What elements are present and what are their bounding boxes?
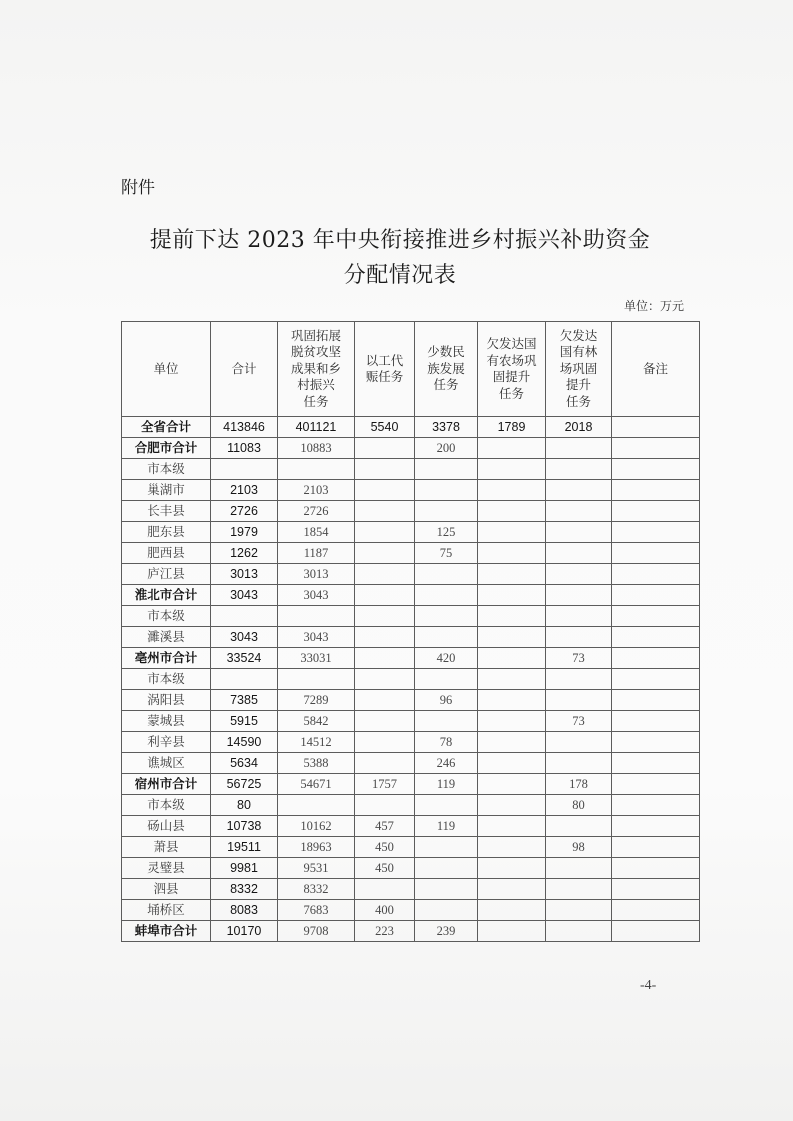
ethnic-cell xyxy=(415,606,478,627)
table-row xyxy=(122,900,700,921)
consolidate-cell: 54671 xyxy=(278,774,355,795)
work-relief-cell xyxy=(355,648,415,669)
farm-cell xyxy=(478,648,546,669)
table-row xyxy=(122,795,700,816)
work-relief-cell xyxy=(355,795,415,816)
table-row xyxy=(122,522,700,543)
total-cell: 8332 xyxy=(211,879,278,900)
work-relief-cell xyxy=(355,627,415,648)
forest-cell xyxy=(546,522,612,543)
total-cell: 7385 xyxy=(211,690,278,711)
header-text-line: 固提升 xyxy=(492,369,531,384)
work-relief-cell xyxy=(355,711,415,732)
ethnic-cell xyxy=(415,564,478,585)
consolidate-cell: 5842 xyxy=(278,711,355,732)
table-row xyxy=(122,837,700,858)
note-cell xyxy=(612,774,700,795)
city-total-row xyxy=(122,774,700,795)
work-relief-cell: 450 xyxy=(355,837,415,858)
forest-cell xyxy=(546,459,612,480)
header-text-line: 族发展 xyxy=(427,360,465,376)
ethnic-cell: 125 xyxy=(415,522,478,543)
consolidate-cell: 2726 xyxy=(278,501,355,522)
consolidate-cell: 1187 xyxy=(278,543,355,564)
total-cell: 14590 xyxy=(211,732,278,753)
note-cell xyxy=(612,543,700,564)
consolidate-cell: 1854 xyxy=(278,522,355,543)
consolidate-cell: 10162 xyxy=(278,816,355,837)
note-cell xyxy=(612,606,700,627)
unit-cell: 埇桥区 xyxy=(122,900,211,921)
table-row xyxy=(122,459,700,480)
unit-cell: 淮北市合计 xyxy=(122,585,211,606)
ethnic-cell xyxy=(415,501,478,522)
total-cell: 10170 xyxy=(211,921,278,942)
consolidate-cell xyxy=(278,669,355,690)
forest-cell xyxy=(546,690,612,711)
table-body xyxy=(122,417,700,942)
table-row xyxy=(122,690,700,711)
unit-cell: 灵璧县 xyxy=(122,858,211,879)
forest-cell: 80 xyxy=(546,795,612,816)
farm-cell xyxy=(478,837,546,858)
ethnic-cell xyxy=(415,900,478,921)
forest-cell xyxy=(546,753,612,774)
total-cell: 80 xyxy=(211,795,278,816)
work-relief-cell xyxy=(355,459,415,480)
unit-cell: 萧县 xyxy=(122,837,211,858)
note-cell xyxy=(612,732,700,753)
forest-cell xyxy=(546,816,612,837)
farm-cell xyxy=(478,900,546,921)
consolidate-cell: 8332 xyxy=(278,879,355,900)
document-title-line-2: 分配情况表 xyxy=(343,263,457,288)
work-relief-cell: 223 xyxy=(355,921,415,942)
note-cell xyxy=(612,858,700,879)
header-text-line: 巩固拓展 xyxy=(290,327,341,343)
note-cell xyxy=(612,564,700,585)
note-cell xyxy=(612,753,700,774)
header-text-line: 国有林 xyxy=(559,344,598,360)
note-cell xyxy=(612,438,700,459)
work-relief-cell xyxy=(355,522,415,543)
unit-cell: 肥西县 xyxy=(122,543,211,564)
farm-cell xyxy=(478,921,546,942)
table-row xyxy=(122,732,700,753)
farm-cell xyxy=(478,480,546,501)
farm-cell xyxy=(478,816,546,837)
ethnic-cell: 119 xyxy=(415,816,478,837)
forest-cell: 98 xyxy=(546,837,612,858)
ethnic-cell: 200 xyxy=(415,438,478,459)
city-total-row xyxy=(122,648,700,669)
forest-cell xyxy=(546,900,612,921)
farm-cell xyxy=(478,753,546,774)
forest-cell: 178 xyxy=(546,774,612,795)
total-cell: 10738 xyxy=(211,816,278,837)
consolidate-cell: 14512 xyxy=(278,732,355,753)
ethnic-cell xyxy=(415,585,478,606)
unit-cell: 利辛县 xyxy=(122,732,211,753)
ethnic-cell xyxy=(415,879,478,900)
header-text-line: 成果和乡 xyxy=(290,360,341,376)
ethnic-cell xyxy=(415,858,478,879)
header-text-line: 场巩固 xyxy=(559,360,598,376)
city-total-row xyxy=(122,585,700,606)
table-row xyxy=(122,606,700,627)
header-text-line: 备注 xyxy=(642,360,668,376)
consolidate-cell: 5388 xyxy=(278,753,355,774)
work-relief-cell xyxy=(355,564,415,585)
header-unit xyxy=(122,322,211,417)
farm-cell xyxy=(478,522,546,543)
ethnic-cell xyxy=(415,480,478,501)
work-relief-cell xyxy=(355,732,415,753)
note-cell xyxy=(612,921,700,942)
header-text-line: 任务 xyxy=(303,393,329,409)
total-cell: 413846 xyxy=(211,417,278,438)
unit-cell: 长丰县 xyxy=(122,501,211,522)
unit-cell: 肥东县 xyxy=(122,522,211,543)
header-consolidate-task xyxy=(278,322,355,417)
city-total-row xyxy=(122,921,700,942)
total-cell xyxy=(211,459,278,480)
note-cell xyxy=(612,690,700,711)
forest-cell xyxy=(546,921,612,942)
total-cell: 8083 xyxy=(211,900,278,921)
table-row xyxy=(122,816,700,837)
header-ethnic-development-task xyxy=(415,322,478,417)
work-relief-cell: 5540 xyxy=(355,417,415,438)
ethnic-cell: 246 xyxy=(415,753,478,774)
ethnic-cell xyxy=(415,837,478,858)
total-cell: 2726 xyxy=(211,501,278,522)
total-cell: 3043 xyxy=(211,585,278,606)
table-row xyxy=(122,480,700,501)
farm-cell xyxy=(478,879,546,900)
forest-cell xyxy=(546,585,612,606)
consolidate-cell: 18963 xyxy=(278,837,355,858)
forest-cell: 2018 xyxy=(546,417,612,438)
header-text-line: 提升 xyxy=(565,377,591,393)
forest-cell: 73 xyxy=(546,711,612,732)
total-cell xyxy=(211,606,278,627)
farm-cell xyxy=(478,669,546,690)
note-cell xyxy=(612,837,700,858)
unit-cell: 涡阳县 xyxy=(122,690,211,711)
table-row xyxy=(122,711,700,732)
ethnic-cell xyxy=(415,627,478,648)
work-relief-cell xyxy=(355,480,415,501)
consolidate-cell: 9708 xyxy=(278,921,355,942)
header-text-line: 脱贫攻坚 xyxy=(290,344,341,360)
ethnic-cell: 78 xyxy=(415,732,478,753)
consolidate-cell: 9531 xyxy=(278,858,355,879)
unit-cell: 蒙城县 xyxy=(122,711,211,732)
note-cell xyxy=(612,459,700,480)
consolidate-cell: 3013 xyxy=(278,564,355,585)
farm-cell xyxy=(478,711,546,732)
note-cell xyxy=(612,627,700,648)
ethnic-cell: 420 xyxy=(415,648,478,669)
farm-cell xyxy=(478,606,546,627)
header-text-line: 少数民 xyxy=(427,344,465,360)
forest-cell xyxy=(546,438,612,459)
work-relief-cell: 1757 xyxy=(355,774,415,795)
header-text-line: 任务 xyxy=(565,393,591,409)
city-total-row xyxy=(122,438,700,459)
consolidate-cell: 3043 xyxy=(278,627,355,648)
total-cell: 5634 xyxy=(211,753,278,774)
header-text-line: 单位 xyxy=(153,360,179,376)
ethnic-cell xyxy=(415,459,478,480)
consolidate-cell: 7289 xyxy=(278,690,355,711)
note-cell xyxy=(612,795,700,816)
forest-cell xyxy=(546,732,612,753)
forest-cell xyxy=(546,606,612,627)
header-state-farm-task xyxy=(478,322,546,417)
table-row xyxy=(122,879,700,900)
work-relief-cell xyxy=(355,669,415,690)
work-relief-cell xyxy=(355,753,415,774)
total-cell: 1262 xyxy=(211,543,278,564)
unit-cell: 市本级 xyxy=(122,669,211,690)
farm-cell: 1789 xyxy=(478,417,546,438)
forest-cell xyxy=(546,480,612,501)
consolidate-cell: 401121 xyxy=(278,417,355,438)
consolidate-cell: 2103 xyxy=(278,480,355,501)
work-relief-cell xyxy=(355,543,415,564)
table-row xyxy=(122,543,700,564)
note-cell xyxy=(612,417,700,438)
forest-cell xyxy=(546,879,612,900)
note-cell xyxy=(612,480,700,501)
consolidate-cell xyxy=(278,459,355,480)
unit-cell: 蚌埠市合计 xyxy=(122,921,211,942)
farm-cell xyxy=(478,459,546,480)
total-cell: 19511 xyxy=(211,837,278,858)
farm-cell xyxy=(478,543,546,564)
forest-cell: 73 xyxy=(546,648,612,669)
page-number: -4- xyxy=(640,978,657,993)
work-relief-cell: 400 xyxy=(355,900,415,921)
note-cell xyxy=(612,648,700,669)
header-text-line: 合计 xyxy=(231,360,257,376)
header-work-relief-task xyxy=(355,322,415,417)
unit-cell: 市本级 xyxy=(122,459,211,480)
work-relief-cell xyxy=(355,585,415,606)
unit-cell: 宿州市合计 xyxy=(122,774,211,795)
work-relief-cell xyxy=(355,690,415,711)
table-header-row xyxy=(122,322,700,417)
header-text-line: 有农场巩 xyxy=(486,352,537,368)
total-cell: 5915 xyxy=(211,711,278,732)
ethnic-cell xyxy=(415,669,478,690)
forest-cell xyxy=(546,627,612,648)
allocation-table xyxy=(121,321,700,942)
header-text-line: 以工代 xyxy=(365,352,404,368)
note-cell xyxy=(612,879,700,900)
farm-cell xyxy=(478,501,546,522)
total-cell: 9981 xyxy=(211,858,278,879)
attachment-label: 附件 xyxy=(121,178,155,198)
farm-cell xyxy=(478,795,546,816)
note-cell xyxy=(612,711,700,732)
consolidate-cell: 3043 xyxy=(278,585,355,606)
document-title-line-1: 提前下达 2023 年中央衔接推进乡村振兴补助资金 xyxy=(149,228,651,253)
ethnic-cell: 119 xyxy=(415,774,478,795)
consolidate-cell xyxy=(278,606,355,627)
forest-cell xyxy=(546,858,612,879)
farm-cell xyxy=(478,858,546,879)
header-text-line: 任务 xyxy=(433,377,459,393)
header-text-line: 欠发达 xyxy=(559,327,598,343)
note-cell xyxy=(612,669,700,690)
table-row xyxy=(122,501,700,522)
work-relief-cell: 457 xyxy=(355,816,415,837)
unit-cell: 全省合计 xyxy=(122,417,211,438)
note-cell xyxy=(612,522,700,543)
unit-note: 单位：万元 xyxy=(623,299,684,313)
ethnic-cell xyxy=(415,711,478,732)
forest-cell xyxy=(546,543,612,564)
total-cell: 2103 xyxy=(211,480,278,501)
header-text-line: 村振兴 xyxy=(297,377,335,393)
unit-cell: 亳州市合计 xyxy=(122,648,211,669)
unit-cell: 合肥市合计 xyxy=(122,438,211,459)
consolidate-cell: 10883 xyxy=(278,438,355,459)
consolidate-cell: 7683 xyxy=(278,900,355,921)
farm-cell xyxy=(478,774,546,795)
header-text-line: 任务 xyxy=(498,385,524,401)
unit-cell: 市本级 xyxy=(122,606,211,627)
ethnic-cell: 3378 xyxy=(415,417,478,438)
unit-cell: 庐江县 xyxy=(122,564,211,585)
unit-cell: 巢湖市 xyxy=(122,480,211,501)
header-text-line: 赈任务 xyxy=(365,369,404,384)
farm-cell xyxy=(478,627,546,648)
total-cell: 11083 xyxy=(211,438,278,459)
total-cell: 3043 xyxy=(211,627,278,648)
header-state-forest-task xyxy=(546,322,612,417)
note-cell xyxy=(612,501,700,522)
ethnic-cell: 96 xyxy=(415,690,478,711)
farm-cell xyxy=(478,585,546,606)
table-row xyxy=(122,753,700,774)
forest-cell xyxy=(546,564,612,585)
note-cell xyxy=(612,900,700,921)
total-cell: 1979 xyxy=(211,522,278,543)
note-cell xyxy=(612,585,700,606)
work-relief-cell xyxy=(355,438,415,459)
total-cell xyxy=(211,669,278,690)
table-row xyxy=(122,564,700,585)
unit-cell: 谯城区 xyxy=(122,753,211,774)
forest-cell xyxy=(546,669,612,690)
farm-cell xyxy=(478,732,546,753)
work-relief-cell: 450 xyxy=(355,858,415,879)
province-total-row xyxy=(122,417,700,438)
unit-cell: 濉溪县 xyxy=(122,627,211,648)
header-text-line: 欠发达国 xyxy=(486,336,537,351)
unit-cell: 砀山县 xyxy=(122,816,211,837)
header-remarks xyxy=(612,322,700,417)
farm-cell xyxy=(478,690,546,711)
table-row xyxy=(122,858,700,879)
farm-cell xyxy=(478,438,546,459)
work-relief-cell xyxy=(355,606,415,627)
ethnic-cell xyxy=(415,795,478,816)
unit-cell: 泗县 xyxy=(122,879,211,900)
table-row xyxy=(122,669,700,690)
unit-cell: 市本级 xyxy=(122,795,211,816)
ethnic-cell: 239 xyxy=(415,921,478,942)
total-cell: 33524 xyxy=(211,648,278,669)
header-total xyxy=(211,322,278,417)
work-relief-cell xyxy=(355,501,415,522)
forest-cell xyxy=(546,501,612,522)
consolidate-cell xyxy=(278,795,355,816)
total-cell: 56725 xyxy=(211,774,278,795)
note-cell xyxy=(612,816,700,837)
table-row xyxy=(122,627,700,648)
consolidate-cell: 33031 xyxy=(278,648,355,669)
work-relief-cell xyxy=(355,879,415,900)
ethnic-cell: 75 xyxy=(415,543,478,564)
total-cell: 3013 xyxy=(211,564,278,585)
farm-cell xyxy=(478,564,546,585)
